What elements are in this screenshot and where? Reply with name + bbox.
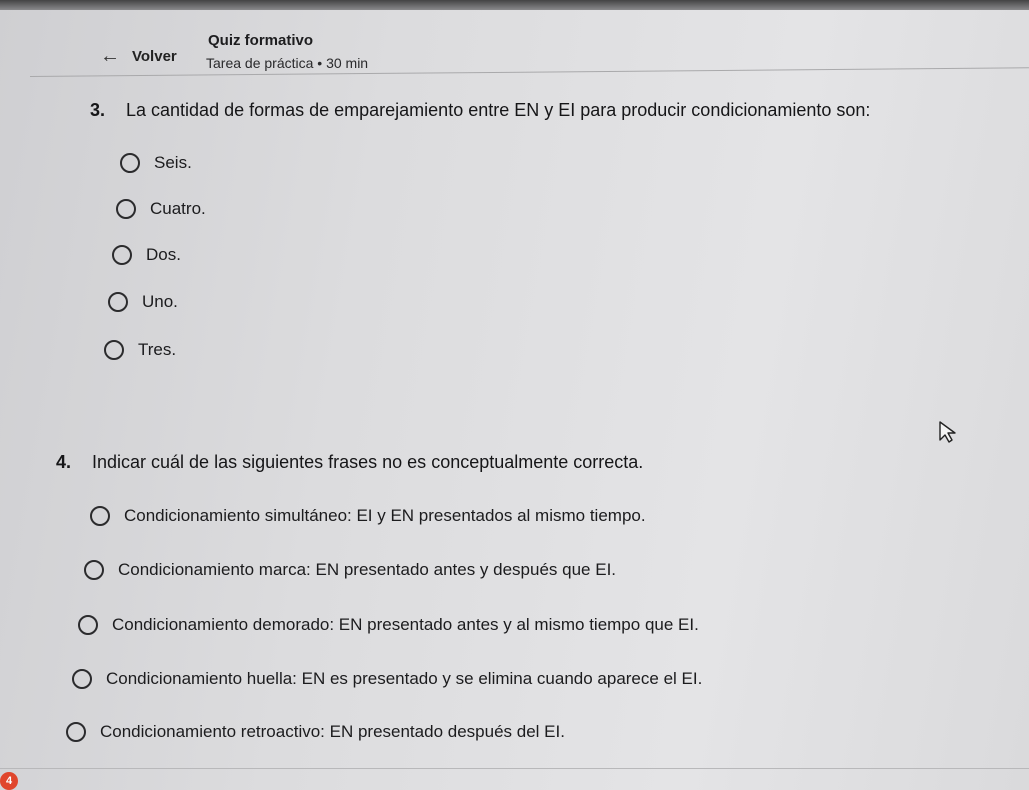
option-label: Dos.: [146, 245, 181, 264]
option-cuatro[interactable]: [116, 199, 206, 219]
quiz-subtitle: Tarea de práctica • 30 min: [206, 55, 369, 71]
radio-button[interactable]: [104, 340, 124, 360]
question-number: 4.: [56, 452, 72, 472]
option-seis[interactable]: [120, 153, 192, 173]
option-label: Condicionamiento marca: EN presentado antes y después que EI.: [118, 560, 617, 579]
option-label: Uno.: [142, 292, 178, 311]
radio-button[interactable]: [66, 722, 86, 742]
arrow-left-icon: ←: [100, 45, 120, 67]
option-retroactivo[interactable]: [66, 722, 565, 742]
option-label: Condicionamiento retroactivo: EN presentado después del EI.: [100, 722, 565, 741]
question-3: [90, 100, 870, 121]
radio-button[interactable]: [116, 199, 136, 219]
option-label: Condicionamiento huella: EN es presentado y se elimina cuando aparece el EI.: [106, 669, 703, 688]
question-text: La cantidad de formas de emparejamiento entre EN y EI para producir condicionamiento son:: [126, 100, 871, 120]
question-text: Indicar cuál de las siguientes frases no es conceptualmente correcta.: [92, 452, 644, 472]
back-label: Volver: [132, 47, 177, 65]
back-button[interactable]: [100, 46, 177, 66]
option-label: Seis.: [154, 153, 192, 172]
quiz-title: Quiz formativo: [208, 32, 314, 49]
option-uno[interactable]: [108, 292, 178, 312]
question-number: 3.: [90, 100, 106, 120]
option-label: Cuatro.: [150, 199, 206, 218]
option-huella[interactable]: [72, 669, 702, 689]
option-marca[interactable]: [84, 560, 616, 580]
radio-button[interactable]: [108, 292, 128, 312]
option-label: Tres.: [138, 340, 177, 359]
option-label: Condicionamiento simultáneo: EI y EN presentados al mismo tiempo.: [124, 506, 646, 525]
radio-button[interactable]: [84, 560, 104, 580]
mouse-pointer-icon: [938, 420, 960, 444]
radio-button[interactable]: [90, 506, 110, 526]
radio-button[interactable]: [72, 669, 92, 689]
notification-badge: 4: [0, 772, 18, 790]
option-demorado[interactable]: [78, 615, 699, 635]
radio-button[interactable]: [112, 245, 132, 265]
option-tres[interactable]: [104, 340, 176, 360]
radio-button[interactable]: [120, 153, 140, 173]
question-4: [56, 452, 643, 473]
quiz-header: [0, 10, 1029, 74]
radio-button[interactable]: [78, 615, 98, 635]
bottom-divider: [0, 768, 1029, 769]
option-label: Condicionamiento demorado: EN presentado antes y al mismo tiempo que EI.: [112, 615, 699, 634]
option-simultaneo[interactable]: [90, 506, 646, 526]
option-dos[interactable]: [112, 245, 181, 265]
top-bar: [0, 0, 1029, 10]
